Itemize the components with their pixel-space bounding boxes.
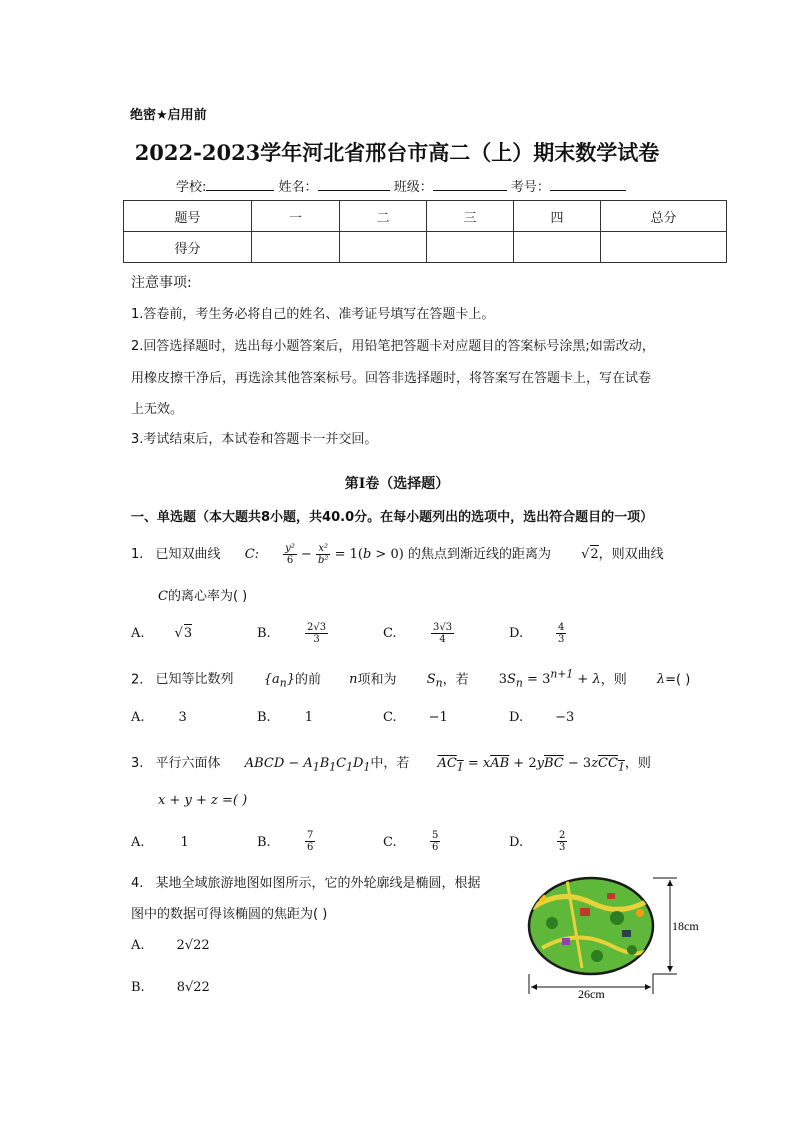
question-text: 某地全域旅游地图如图所示，它的外轮廓线是椭圆，根据 xyxy=(155,876,481,891)
option-c[interactable]: C. −1 xyxy=(383,710,448,725)
question-text: 已知等比数列 xyxy=(155,672,234,688)
score-cell[interactable] xyxy=(252,232,340,263)
question-number: 2. xyxy=(131,672,144,688)
question-text: ，则双曲线 xyxy=(598,547,664,562)
section-subtitle: 一、单选题（本大题共8小题，共40.0分。在每小题列出的选项中，选出符合题目的一项） xyxy=(131,510,654,525)
option-c-value: $\frac{3√3}{4}$ xyxy=(433,622,453,645)
name-blank[interactable] xyxy=(318,178,390,191)
option-b-value: $\frac{7}{6}$ xyxy=(307,830,314,853)
question-3-line2: x + y + z =( ) xyxy=(158,793,248,808)
math-var: C xyxy=(158,589,168,604)
question-number: 4. xyxy=(131,876,144,891)
math-var: λ xyxy=(656,672,666,688)
question-text: 的焦点到渐近线的距离为 xyxy=(407,547,551,562)
name-label: 姓名： xyxy=(278,180,318,195)
distance-value: √2 xyxy=(581,547,599,562)
option-a[interactable]: A. 1 xyxy=(131,835,189,850)
question-1 xyxy=(131,543,664,566)
option-d-value: $\frac{4}{3}$ xyxy=(558,622,565,645)
question-text: 平行六面体 xyxy=(155,756,221,771)
question-text: =( ) xyxy=(665,672,691,688)
table-row xyxy=(124,232,727,263)
option-c[interactable]: C. xyxy=(383,835,397,850)
math-expr: $3S_n = 3^{n+1} + \lambda$ xyxy=(498,668,601,690)
question-text: 中，若 xyxy=(370,756,410,771)
width-label: 26cm xyxy=(578,987,605,1000)
math-var: $S_n$ xyxy=(426,672,443,690)
class-blank[interactable] xyxy=(433,178,507,191)
confidential-mark: 绝密★启用前 xyxy=(130,108,207,123)
question-1-line2 xyxy=(158,585,247,604)
student-info-line xyxy=(176,176,626,195)
option-d[interactable]: D. xyxy=(509,835,524,850)
table-cell: 四 xyxy=(514,201,601,232)
ellipse-map-figure xyxy=(522,868,702,1000)
notice-item-2c: 上无效。 xyxy=(131,402,184,417)
math-var: C: xyxy=(244,547,260,562)
exam-title: 2022-2023学年河北省邢台市高二（上）期末数学试卷 xyxy=(134,140,660,165)
option-b[interactable]: B. 1 xyxy=(257,710,313,725)
id-blank[interactable] xyxy=(550,178,626,191)
score-table xyxy=(123,200,727,263)
question-text: 已知双曲线 xyxy=(155,547,221,562)
vector-equation: $AC_1 = x\overline{AB} + 2y\overline{BC} - 3zCC_1$ xyxy=(437,756,625,774)
score-cell[interactable] xyxy=(601,232,727,263)
option-d-value: $\frac{2}{3}$ xyxy=(559,830,566,853)
school-blank[interactable] xyxy=(206,178,274,191)
option-b[interactable]: B. xyxy=(257,626,271,641)
table-cell: 总分 xyxy=(601,201,727,232)
score-cell[interactable] xyxy=(514,232,601,263)
option-d[interactable]: D. xyxy=(509,626,524,641)
id-label: 考号： xyxy=(510,180,550,195)
notice-heading: 注意事项: xyxy=(131,275,192,291)
math-expr: $\{a_n\}$ xyxy=(263,672,295,690)
question-3 xyxy=(131,752,651,774)
notice-item-3: 3.考试结束后，本试卷和答题卡一并交回。 xyxy=(131,432,378,447)
option-b-value: $\frac{2√3}{3}$ xyxy=(307,622,327,645)
question-text: 的离心率为( ) xyxy=(167,589,248,604)
question-text: 项和为 xyxy=(357,672,397,688)
class-label: 班级： xyxy=(393,180,433,195)
hyperbola-equation: $\frac{\text{y²}}{6}$ − $\frac{\text{x²}}{\text{b²}}$ = 1(b > 0) xyxy=(285,543,404,566)
score-cell[interactable] xyxy=(427,232,514,263)
question-2 xyxy=(131,668,690,690)
question-text: 的前 xyxy=(295,672,322,688)
school-label: 学校: xyxy=(176,180,207,195)
math-var: n xyxy=(349,672,358,688)
question-text: ，则 xyxy=(624,756,651,771)
math-expr: ABCD − $A_1B_1C_1D_1$ xyxy=(244,756,371,774)
notice-item-1: 1.答卷前，考生务必将自己的姓名、准考证号填写在答题卡上。 xyxy=(131,307,495,322)
option-b[interactable]: B. xyxy=(257,835,271,850)
option-a[interactable]: A. 3 xyxy=(131,710,187,725)
notice-item-2b: 用橡皮擦干净后，再选涂其他答案标号。回答非选择题时，将答案写在答题卡上，写在试卷 xyxy=(131,371,652,386)
question-number: 1. xyxy=(131,547,144,562)
question-4-line2: 图中的数据可得该椭圆的焦距为( ) xyxy=(131,907,328,922)
table-cell: 二 xyxy=(340,201,427,232)
question-text: ，则 xyxy=(600,672,627,688)
option-d[interactable]: D. −3 xyxy=(509,710,575,725)
question-number: 3. xyxy=(131,756,144,771)
option-b[interactable]: B. 8√22 xyxy=(131,980,210,995)
section-title: 第I卷（选择题） xyxy=(344,476,450,492)
question-text: ，若 xyxy=(442,672,469,688)
table-cell: 得分 xyxy=(124,232,252,263)
option-a[interactable]: A. √3 xyxy=(131,626,193,641)
question-4 xyxy=(131,872,481,891)
table-cell: 三 xyxy=(427,201,514,232)
notice-item-2a: 2.回答选择题时，选出每小题答案后，用铅笔把答题卡对应题目的答案标号涂黑;如需改动， xyxy=(131,339,655,354)
table-row xyxy=(124,201,727,232)
table-cell: 一 xyxy=(252,201,340,232)
option-a[interactable]: A. 2√22 xyxy=(131,938,210,953)
table-cell: 题号 xyxy=(124,201,252,232)
option-c[interactable]: C. xyxy=(383,626,397,641)
height-label: 18cm xyxy=(672,919,699,933)
option-c-value: $\frac{5}{6}$ xyxy=(432,830,439,853)
score-cell[interactable] xyxy=(340,232,427,263)
